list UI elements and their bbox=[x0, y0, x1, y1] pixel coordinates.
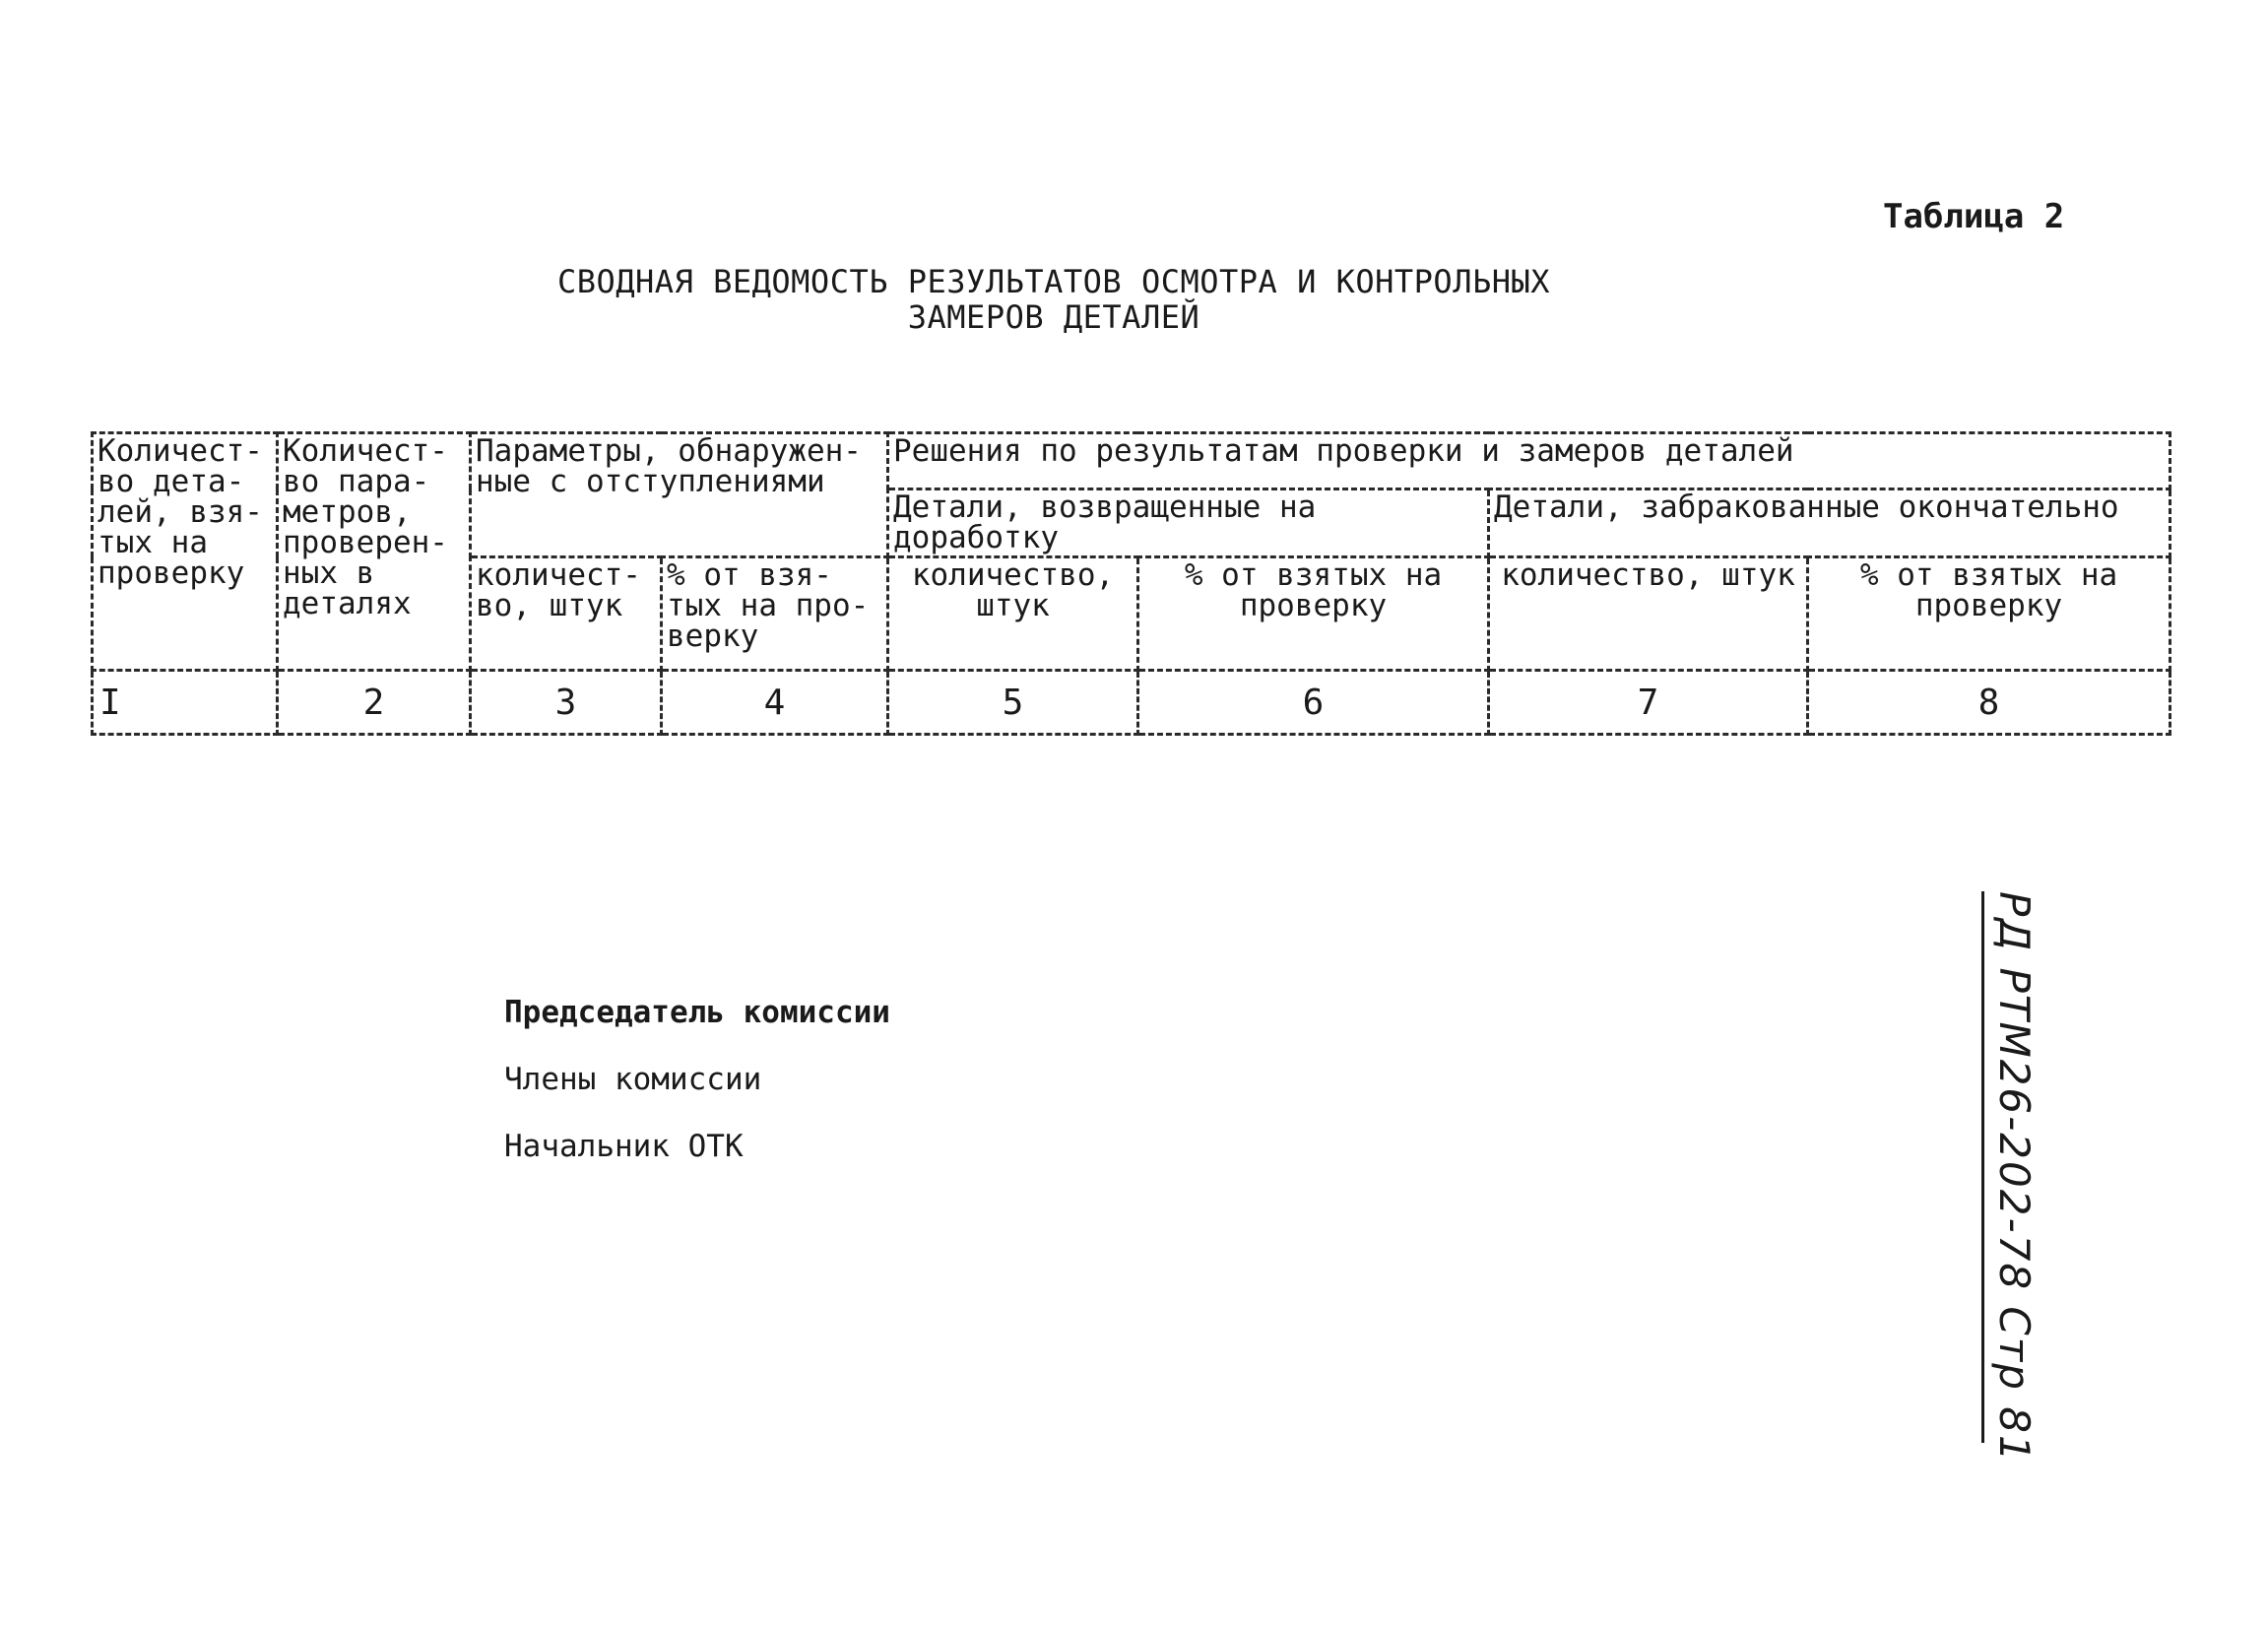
header-cell-rejected: Детали, забракованные окончательно bbox=[1489, 489, 2171, 557]
column-number-row bbox=[93, 671, 2171, 735]
table-number-label: Таблица 2 bbox=[1883, 197, 2065, 236]
header-cell-decisions: Решения по результатам проверки и замеров деталей bbox=[888, 433, 2171, 489]
title-line-2: ЗАМЕРОВ ДЕТАЛЕЙ bbox=[907, 298, 1200, 336]
column-number: 3 bbox=[471, 671, 662, 735]
column-number: 4 bbox=[662, 671, 888, 735]
title-line-1: СВОДНАЯ ВЕДОМОСТЬ РЕЗУЛЬТАТОВ ОСМОТРА И КОНТРОЛЬНЫХ bbox=[556, 263, 1551, 300]
table-header-row bbox=[93, 433, 2171, 489]
header-cell-parts-taken: Количест-во дета-лей, взя-тых на проверку bbox=[93, 433, 278, 671]
document-code-handwritten: РД РТМ26-202-78 Стр 81 bbox=[1981, 891, 2043, 1443]
header-cell-rejected-quantity: количество, штук bbox=[1489, 557, 1808, 671]
header-cell-returned: Детали, возвращенные на доработку bbox=[888, 489, 1489, 557]
header-cell-returned-percent: % от взятых на проверку bbox=[1138, 557, 1489, 671]
signature-members: Члены комиссии bbox=[504, 1062, 762, 1097]
document-title bbox=[512, 264, 1595, 335]
summary-table bbox=[91, 431, 2171, 736]
signature-qc-head: Начальник ОТК bbox=[504, 1129, 744, 1164]
header-cell-percent: % от взя-тых на про-верку bbox=[662, 557, 888, 671]
header-cell-params-deviations: Параметры, обнаружен-ные с отступлениями bbox=[471, 433, 888, 557]
column-number: 6 bbox=[1138, 671, 1489, 735]
column-number: 8 bbox=[1808, 671, 2171, 735]
header-cell-quantity: количест-во, штук bbox=[471, 557, 662, 671]
column-number: 7 bbox=[1489, 671, 1808, 735]
header-cell-params-checked: Количест-во пара-метров, проверен-ных в деталях bbox=[278, 433, 471, 671]
column-number: I bbox=[93, 671, 278, 735]
column-number: 5 bbox=[888, 671, 1138, 735]
header-cell-rejected-percent: % от взятых на проверку bbox=[1808, 557, 2171, 671]
signature-chairman: Председатель комиссии bbox=[504, 995, 890, 1030]
column-number: 2 bbox=[278, 671, 471, 735]
header-cell-returned-quantity: количество, штук bbox=[888, 557, 1138, 671]
signature-block bbox=[504, 995, 890, 1196]
